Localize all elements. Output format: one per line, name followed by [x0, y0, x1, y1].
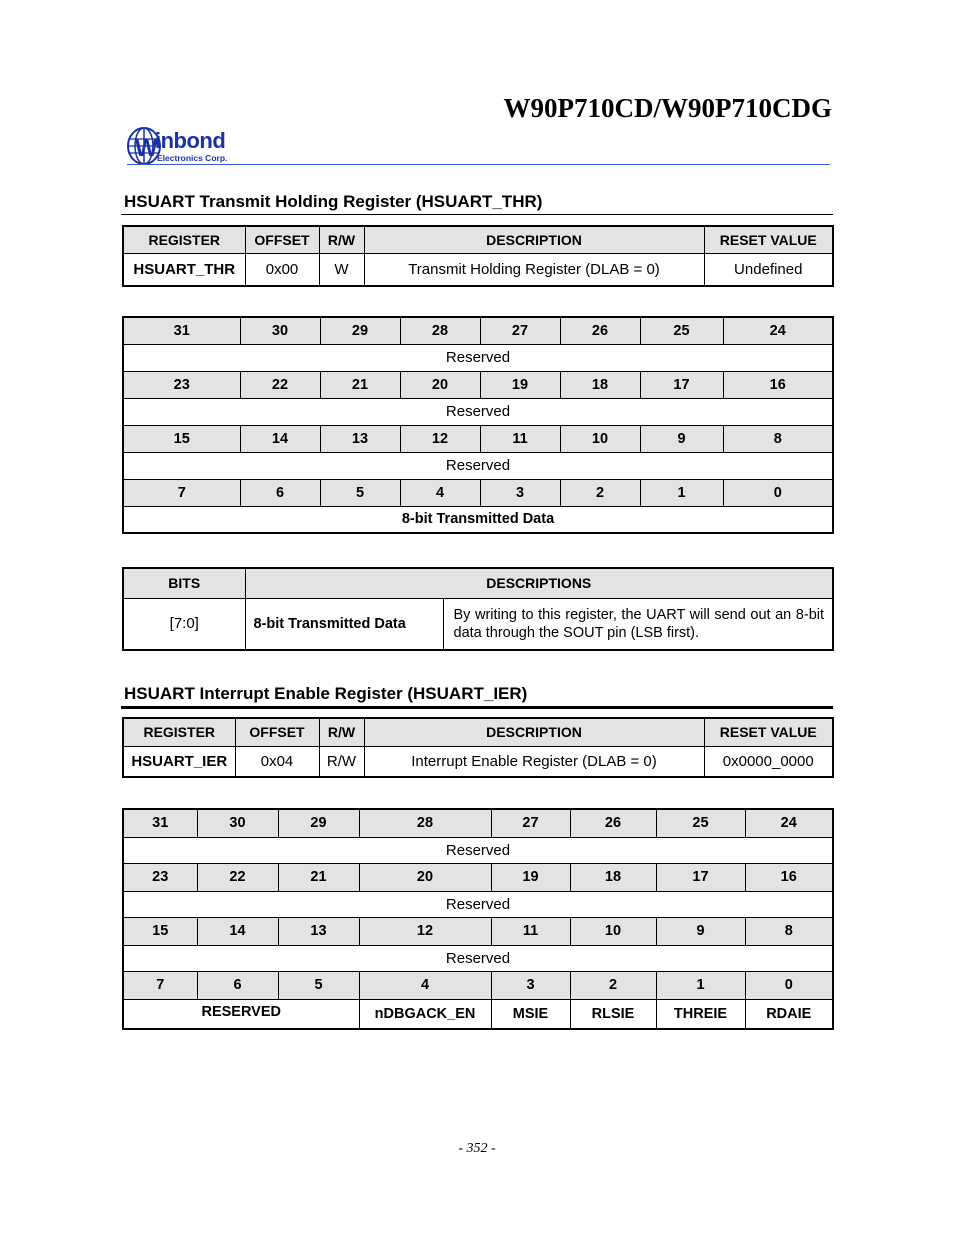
column-header: DESCRIPTION	[364, 718, 704, 746]
bit-number: 8	[745, 917, 833, 945]
bit-number: 23	[123, 371, 240, 398]
bit-number: 17	[656, 863, 745, 891]
bit-field: Reserved	[123, 837, 833, 863]
bit-number: 12	[359, 917, 491, 945]
column-header: R/W	[319, 718, 364, 746]
bit-number: 12	[400, 425, 480, 452]
register-reset-value: 0x0000_0000	[704, 746, 833, 777]
bit-number: 4	[400, 479, 480, 506]
bit-number: 18	[570, 863, 656, 891]
thr-bit-map-table	[122, 316, 834, 534]
bit-number: 5	[278, 971, 359, 999]
bit-number: 3	[480, 479, 560, 506]
page-number: - 352 -	[458, 1141, 496, 1156]
thr-register-table	[122, 225, 834, 287]
bit-number: 16	[745, 863, 833, 891]
bit-number: 21	[278, 863, 359, 891]
column-header: R/W	[319, 226, 364, 253]
bit-number: 20	[400, 371, 480, 398]
bit-number: 29	[278, 809, 359, 837]
bit-field: Reserved	[123, 945, 833, 971]
register-description: Interrupt Enable Register (DLAB = 0)	[364, 746, 704, 777]
bit-field: Reserved	[123, 398, 833, 425]
column-header: BITS	[123, 568, 245, 598]
bit-number: 0	[745, 971, 833, 999]
bit-number: 15	[123, 917, 197, 945]
bit-number: 10	[560, 425, 640, 452]
column-header: DESCRIPTION	[364, 226, 704, 253]
column-header: OFFSET	[245, 226, 319, 253]
bit-number: 25	[640, 317, 723, 344]
column-header: RESET VALUE	[704, 226, 833, 253]
bit-number: 6	[240, 479, 320, 506]
ier-section-rule	[121, 706, 833, 709]
bits-range: [7:0]	[123, 598, 245, 650]
bit-number: 22	[197, 863, 278, 891]
bit-field: Reserved	[123, 344, 833, 371]
bits-field-description: By writing to this register, the UART will send out an 8-bit data through the SOUT pin (LSB first).	[443, 598, 833, 650]
register-reset-value: Undefined	[704, 253, 833, 286]
bit-number: 4	[359, 971, 491, 999]
bit-number: 3	[491, 971, 570, 999]
bit-number: 9	[656, 917, 745, 945]
bit-number: 20	[359, 863, 491, 891]
bit-number: 11	[491, 917, 570, 945]
bit-field-rlsie: RLSIE	[570, 999, 656, 1029]
bit-field-threie: THREIE	[656, 999, 745, 1029]
bit-number: 10	[570, 917, 656, 945]
bit-number: 15	[123, 425, 240, 452]
register-offset: 0x04	[235, 746, 319, 777]
bit-field: Reserved	[123, 452, 833, 479]
bit-number: 31	[123, 809, 197, 837]
bit-number: 17	[640, 371, 723, 398]
bit-field-ndbgack-en: nDBGACK_EN	[359, 999, 491, 1029]
bit-number: 2	[570, 971, 656, 999]
column-header: OFFSET	[235, 718, 319, 746]
bit-number: 27	[491, 809, 570, 837]
register-access: W	[319, 253, 364, 286]
register-access: R/W	[319, 746, 364, 777]
bit-number: 6	[197, 971, 278, 999]
bit-number: 26	[570, 809, 656, 837]
thr-section-heading: HSUART Transmit Holding Register (HSUART_THR)	[124, 192, 543, 211]
bit-number: 16	[723, 371, 833, 398]
document-title: W90P710CD/W90P710CDG	[503, 93, 832, 123]
column-header: RESET VALUE	[704, 718, 833, 746]
bit-number: 21	[320, 371, 400, 398]
ier-register-table	[122, 717, 834, 778]
bit-number: 1	[640, 479, 723, 506]
bit-number: 29	[320, 317, 400, 344]
bit-number: 26	[560, 317, 640, 344]
bit-number: 18	[560, 371, 640, 398]
bit-number: 31	[123, 317, 240, 344]
bit-number: 9	[640, 425, 723, 452]
bit-field: 8-bit Transmitted Data	[123, 506, 833, 533]
bit-number: 25	[656, 809, 745, 837]
register-description: Transmit Holding Register (DLAB = 0)	[364, 253, 704, 286]
bit-number: 30	[197, 809, 278, 837]
logo-wordmark: inbond	[155, 128, 226, 153]
bit-number: 24	[723, 317, 833, 344]
bit-number: 22	[240, 371, 320, 398]
column-header: DESCRIPTIONS	[245, 568, 833, 598]
bit-number: 27	[480, 317, 560, 344]
bit-number: 13	[320, 425, 400, 452]
header-divider	[127, 164, 830, 165]
bit-number: 23	[123, 863, 197, 891]
logo-subtitle: Electronics Corp.	[157, 153, 228, 163]
bit-number: 0	[723, 479, 833, 506]
thr-bits-description-table	[122, 567, 834, 651]
bit-number: 5	[320, 479, 400, 506]
bit-number: 19	[491, 863, 570, 891]
bit-number: 8	[723, 425, 833, 452]
bit-number: 28	[400, 317, 480, 344]
bit-number: 7	[123, 971, 197, 999]
bit-number: 30	[240, 317, 320, 344]
bits-field-name: 8-bit Transmitted Data	[245, 598, 443, 650]
bit-number: 24	[745, 809, 833, 837]
column-header: REGISTER	[123, 718, 235, 746]
bit-field: Reserved	[123, 891, 833, 917]
bit-number: 11	[480, 425, 560, 452]
register-offset: 0x00	[245, 253, 319, 286]
bit-number: 14	[197, 917, 278, 945]
svg-text:W: W	[135, 135, 158, 162]
register-name: HSUART_THR	[123, 253, 245, 286]
bit-number: 1	[656, 971, 745, 999]
bit-field-rdaie: RDAIE	[745, 999, 833, 1029]
bit-field-reserved: RESERVED	[123, 999, 359, 1029]
column-header: REGISTER	[123, 226, 245, 253]
bit-number: 2	[560, 479, 640, 506]
register-name: HSUART_IER	[123, 746, 235, 777]
bit-number: 7	[123, 479, 240, 506]
bit-number: 19	[480, 371, 560, 398]
bit-field-msie: MSIE	[491, 999, 570, 1029]
bit-number: 13	[278, 917, 359, 945]
winbond-logo	[127, 126, 257, 166]
ier-bit-map-table	[122, 808, 834, 1030]
bit-number: 28	[359, 809, 491, 837]
bit-number: 14	[240, 425, 320, 452]
ier-section-heading: HSUART Interrupt Enable Register (HSUART_IER)	[124, 684, 528, 703]
thr-section-rule	[121, 214, 833, 215]
